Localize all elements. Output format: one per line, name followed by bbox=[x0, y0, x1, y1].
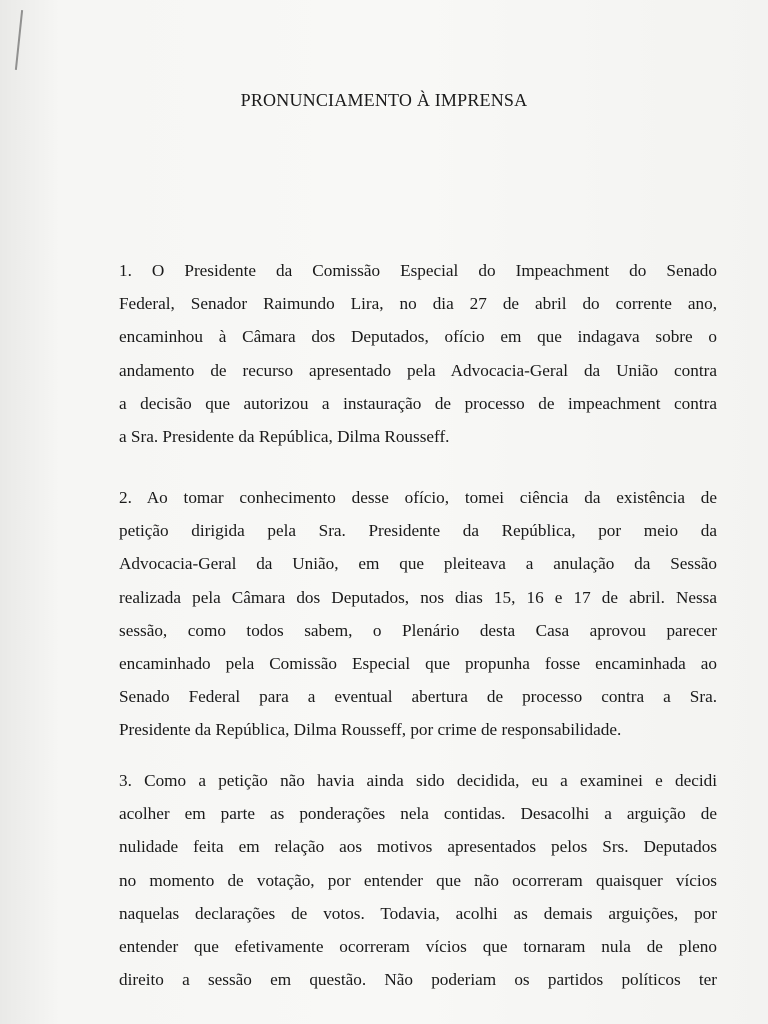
paragraph-line: direito a sessão em questão. Não poderiam os partidos políticos ter bbox=[119, 970, 717, 990]
paragraph-line: 1. O Presidente da Comissão Especial do Impeachment do Senado bbox=[119, 261, 717, 280]
document-title: PRONUNCIAMENTO À IMPRENSA bbox=[240, 90, 528, 110]
paragraph-line: 3. Como a petição não havia ainda sido decidida, eu a examinei e decidi bbox=[119, 771, 717, 790]
paragraph-line: 2. Ao tomar conhecimento desse ofício, tomei ciência da existência de bbox=[119, 488, 717, 507]
paragraph-line: realizada pela Câmara dos Deputados, nos dias 15, 16 e 17 de abril. Nessa bbox=[119, 587, 717, 607]
paragraph-line: naquelas declarações de votos. Todavia, acolhi as demais arguições, por bbox=[119, 903, 717, 923]
paragraph-line: Advocacia-Geral da União, em que pleiteava a anulação da Sessão bbox=[119, 554, 717, 574]
paragraph-line: encaminhado pela Comissão Especial que propunha fosse encaminhada ao bbox=[119, 654, 717, 674]
paragraph-line: acolher em parte as ponderações nela contidas. Desacolhi a arguição de bbox=[119, 804, 717, 824]
paragraph-line: nulidade feita em relação aos motivos apresentados pelos Srs. Deputados bbox=[119, 837, 717, 857]
paragraph-line: encaminhou à Câmara dos Deputados, ofício em que indagava sobre o bbox=[119, 327, 717, 347]
paragraph-line: Presidente da República, Dilma Rousseff, por crime de responsabilidade. bbox=[119, 720, 622, 740]
paragraph-line: Federal, Senador Raimundo Lira, no dia 27 de abril do corrente ano, bbox=[119, 294, 717, 314]
paragraph-2 bbox=[119, 481, 717, 747]
paragraph-line: petição dirigida pela Sra. Presidente da República, por meio da bbox=[119, 521, 717, 541]
paragraph-line: a Sra. Presidente da República, Dilma Rousseff. bbox=[119, 427, 450, 447]
paragraph-line: Senado Federal para a eventual abertura de processo contra a Sra. bbox=[119, 687, 717, 707]
paragraph-line: sessão, como todos sabem, o Plenário desta Casa aprovou parecer bbox=[119, 620, 717, 640]
paragraph-1 bbox=[119, 254, 717, 453]
paragraph-line: a decisão que autorizou a instauração de processo de impeachment contra bbox=[119, 393, 717, 413]
paragraph-line: andamento de recurso apresentado pela Advocacia-Geral da União contra bbox=[119, 360, 717, 380]
paragraph-line: no momento de votação, por entender que não ocorreram quaisquer vícios bbox=[119, 870, 717, 890]
paragraph-line: entender que efetivamente ocorreram vícios que tornaram nula de pleno bbox=[119, 937, 717, 957]
paragraph-3 bbox=[119, 764, 717, 996]
paper-crease-mark bbox=[15, 10, 23, 70]
